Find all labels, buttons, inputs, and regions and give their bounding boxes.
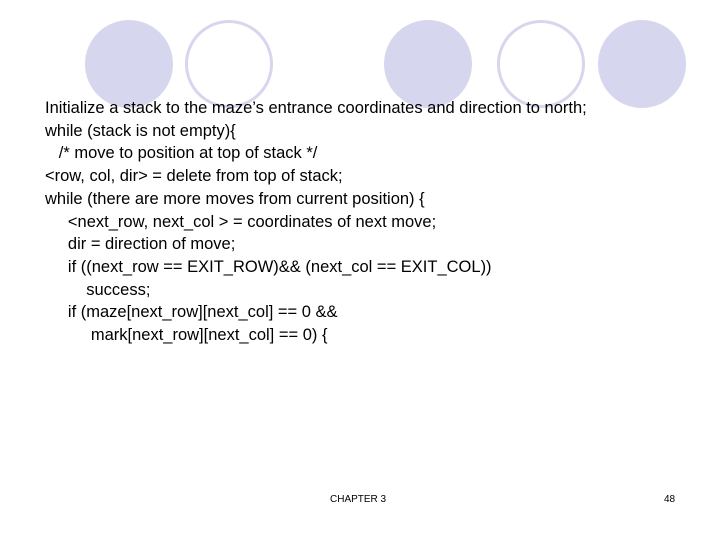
code-line: while (stack is not empty){ (45, 121, 236, 140)
code-line: Initialize a stack to the maze’s entrance coordinates and direction to north; (45, 99, 587, 117)
ring-circle-decoration (497, 20, 585, 108)
code-line: if ((next_row == EXIT_ROW)&& (next_col == EXIT_COL)) (45, 257, 492, 276)
code-line: <row, col, dir> = delete from top of stack; (45, 167, 343, 186)
code-line: success; (45, 280, 151, 299)
filled-circle-decoration (384, 20, 472, 108)
code-line: while (there are more moves from current position) { (45, 189, 425, 208)
ring-circle-decoration (185, 20, 273, 108)
code-line: if (maze[next_row][next_col] == 0 && (45, 303, 338, 322)
code-line: /* move to position at top of stack */ (45, 144, 318, 163)
code-line: dir = direction of move; (45, 235, 236, 254)
code-line: mark[next_row][next_col] == 0) { (45, 326, 328, 345)
pseudocode-block (45, 97, 705, 347)
code-line: <next_row, next_col > = coordinates of next move; (45, 212, 437, 231)
filled-circle-decoration (85, 20, 173, 108)
filled-circle-decoration (598, 20, 686, 108)
chapter-footer: CHAPTER 3 (330, 494, 387, 505)
page-number: 48 (664, 494, 676, 505)
